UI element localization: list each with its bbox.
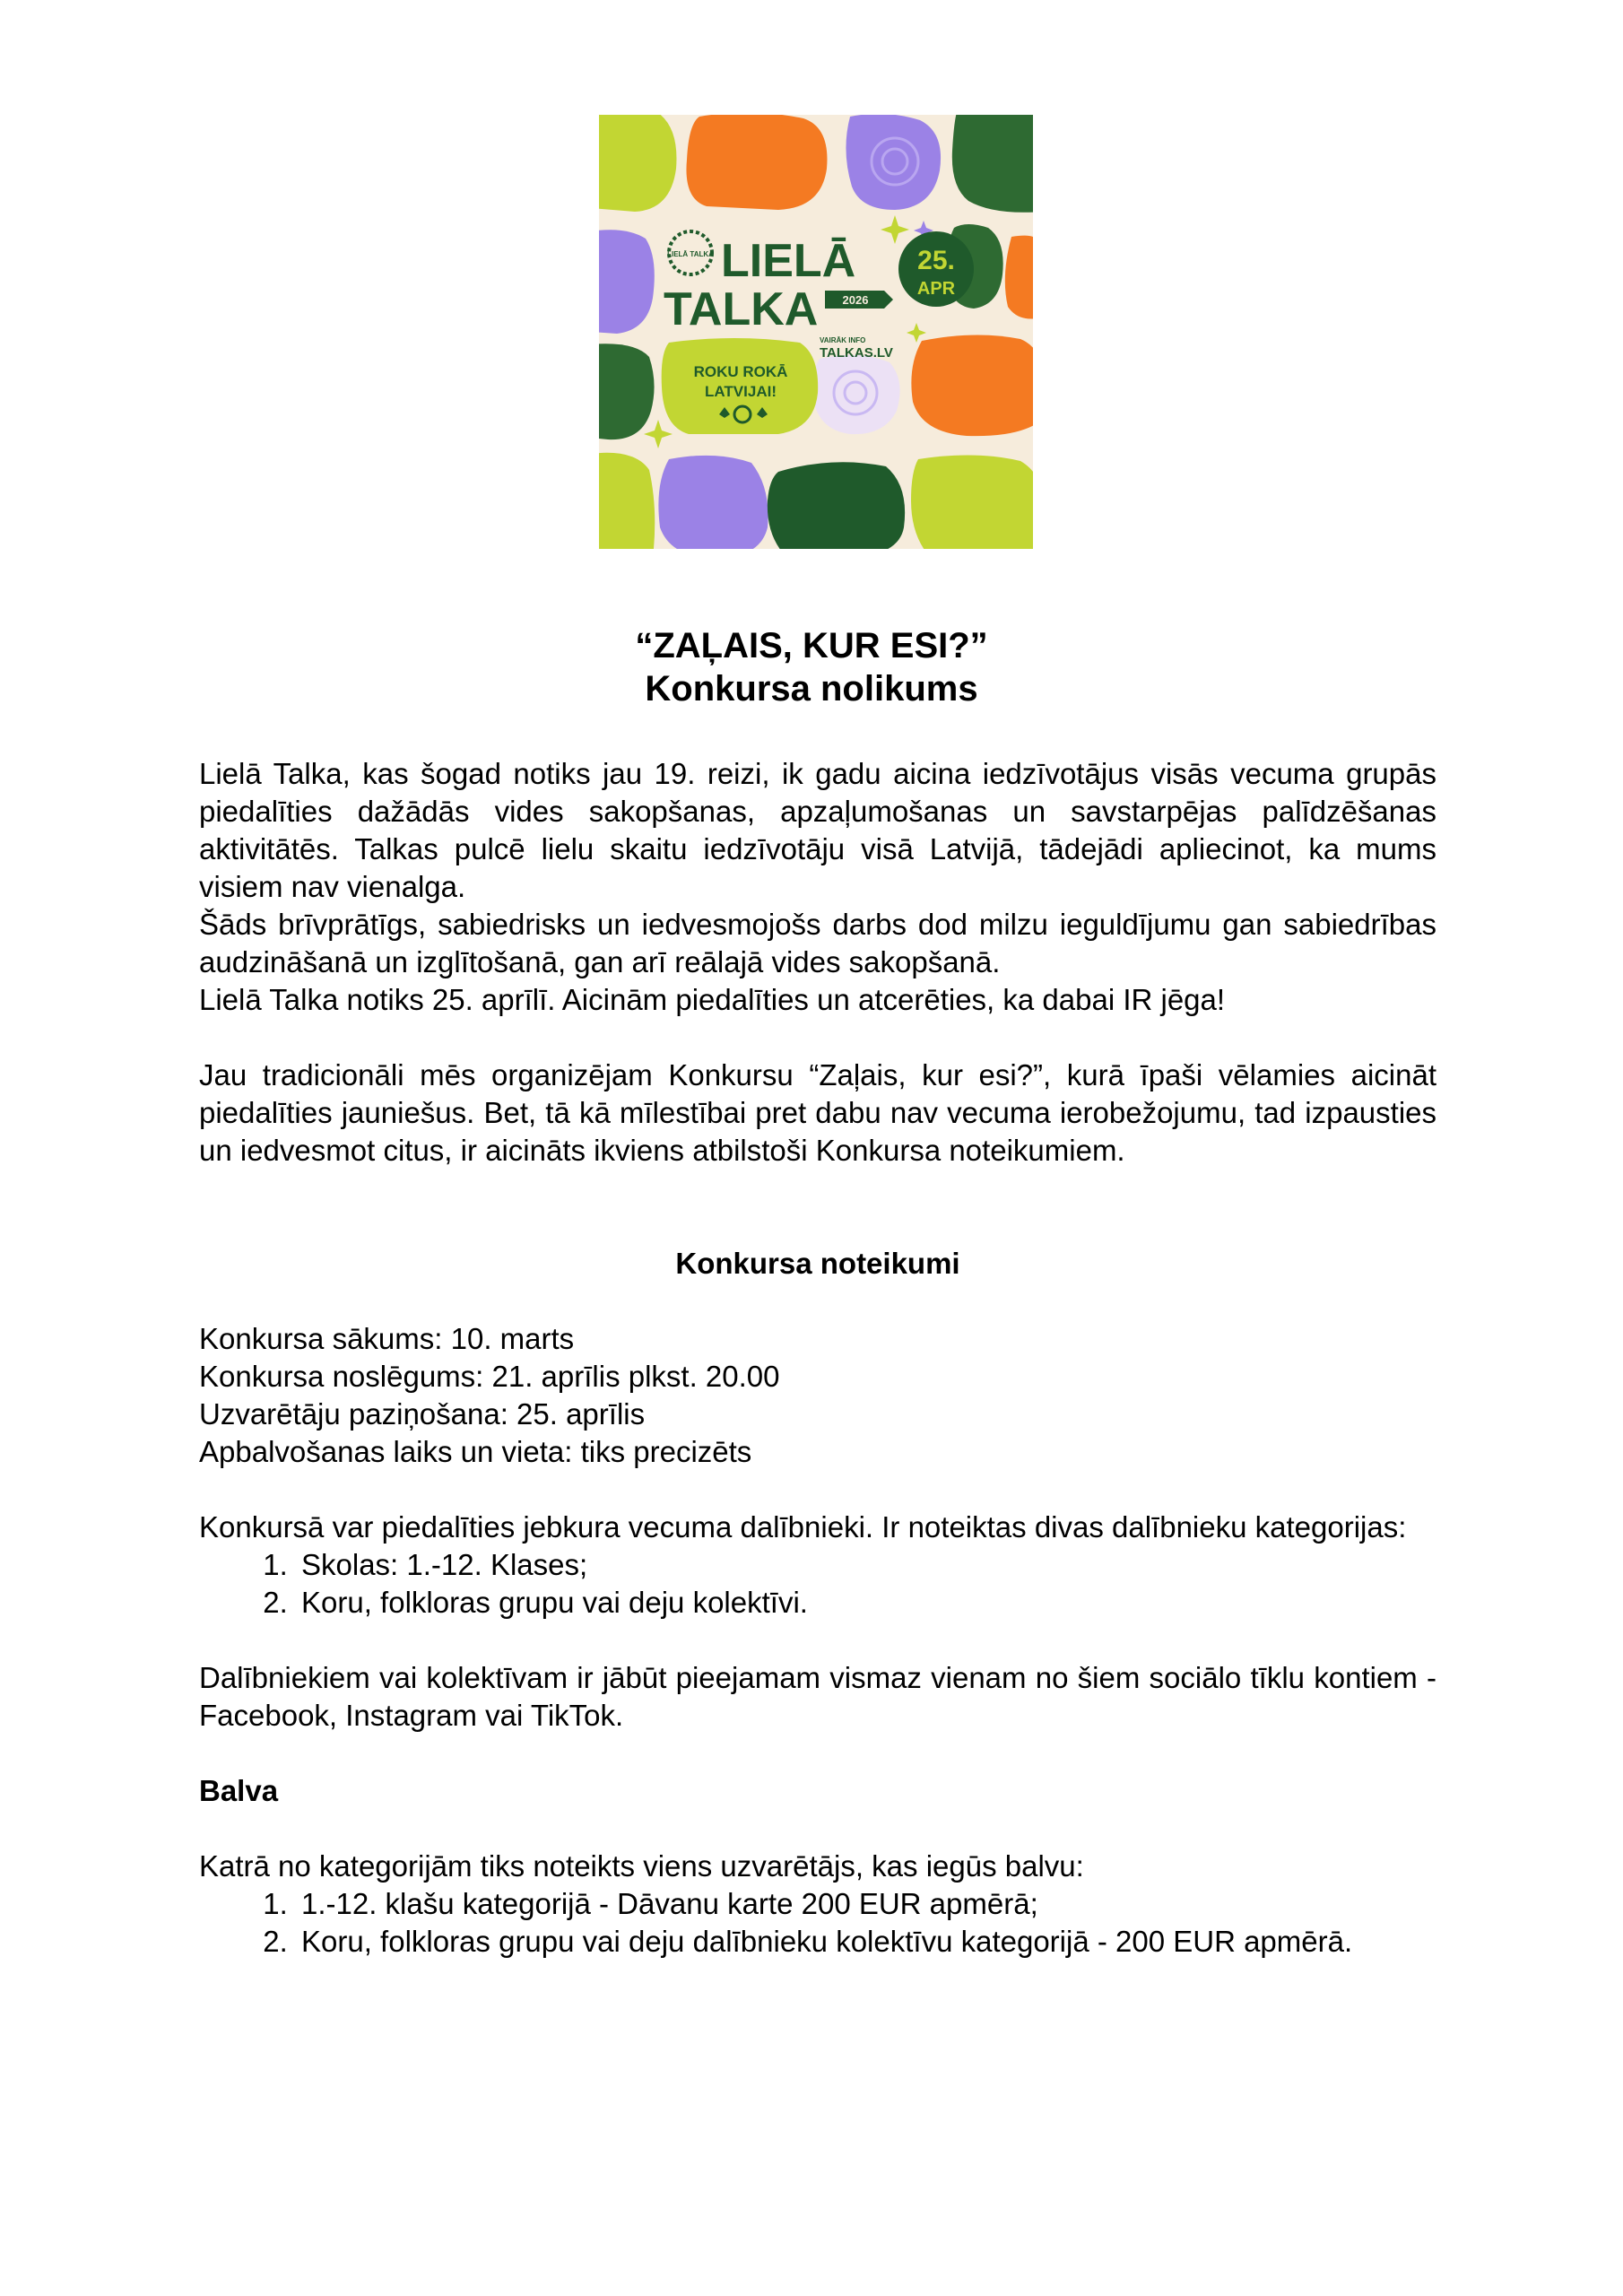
poster-slogan-line2: LATVIJAI! <box>705 383 777 400</box>
categories-list <box>199 1546 1436 1622</box>
intro-paragraph-1: Lielā Talka, kas šogad notiks jau 19. reizi, ik gadu aicina iedzīvotājus visās vecuma grupās piedalīties dažādās vides sakopšanas, apzaļumošanas un savstarpējas palīdzēšanas aktivitātēs. Talkas pulcē lielu skaitu iedzīvotāju visā Latvijā, tādejādi apliecinot, ka mums visiem nav vienalga. <box>199 757 1436 903</box>
poster-date-day: 25. <box>917 246 955 275</box>
poster-slogan-line1: ROKU ROKĀ <box>693 363 788 380</box>
rules-date-end: Konkursa noslēgums: 21. aprīlis plkst. 20.00 <box>199 1360 780 1393</box>
rules-date-award: Apbalvošanas laiks un vieta: tiks precizēts <box>199 1435 752 1468</box>
rules-heading: Konkursa noteikumi <box>675 1247 960 1280</box>
poster-badge-text: LIELĀ TALKA <box>667 250 714 258</box>
poster-title-line1: LIELĀ <box>721 235 856 287</box>
document-subtitle: Konkursa nolikums <box>645 669 978 709</box>
prize-list <box>199 1885 1436 1961</box>
poster-website: TALKAS.LV <box>820 345 893 361</box>
document-body <box>199 755 1436 1961</box>
intro-paragraph-2: Šāds brīvprātīgs, sabiedrisks un iedvesmojošs darbs dod milzu ieguldījumu gan sabiedrības audzināšanā un izglītošanā, gan arī reālajā vides sakopšanā. <box>199 908 1436 978</box>
document-title: “ZAĻAIS, KUR ESI?” <box>635 626 988 665</box>
rules-social: Dalībniekiem vai kolektīvam ir jābūt pieejamam vismaz vienam no šiem sociālo tīklu kontiem - Facebook, Instagram vai TikTok. <box>199 1661 1436 1732</box>
rules-date-start: Konkursa sākums: 10. marts <box>199 1322 575 1355</box>
prize-intro: Katrā no kategorijām tiks noteikts viens uzvarētājs, kas iegūs balvu: <box>199 1849 1084 1883</box>
poster-more-info: VAIRĀK INFO <box>820 336 866 344</box>
list-item: 1. 1.-12. klašu kategorijā - Dāvanu karte 200 EUR apmērā; <box>296 1885 1436 1923</box>
rules-date-winners: Uzvarētāju paziņošana: 25. aprīlis <box>199 1397 646 1431</box>
document-header <box>0 624 1623 710</box>
poster-title-line2: TALKA <box>664 283 819 335</box>
rules-participants: Konkursā var piedalīties jebkura vecuma dalībnieki. Ir noteiktas divas dalībnieku kategorijas: <box>199 1510 1407 1544</box>
poster-year: 2026 <box>842 293 869 307</box>
liela-talka-poster <box>599 115 1033 549</box>
intro-paragraph-4: Jau tradicionāli mēs organizējam Konkursu “Zaļais, kur esi?”, kurā īpaši vēlamies aicināt piedalīties jauniešus. Bet, tā kā mīlestībai pret dabu nav vecuma ierobežojumu, tad izpausties un iedvesmot citus, ir aicināts ikviens atbilstoši Konkursa noteikumiem. <box>199 1058 1436 1167</box>
intro-paragraph-3: Lielā Talka notiks 25. aprīlī. Aicinām piedalīties un atcerēties, ka dabai IR jēga! <box>199 983 1226 1016</box>
list-item: 1. Skolas: 1.-12. Klases; <box>296 1546 1436 1584</box>
poster-date-month: APR <box>916 279 956 299</box>
prize-heading: Balva <box>199 1774 279 1807</box>
list-item: 2. Koru, folkloras grupu vai deju kolektīvi. <box>296 1584 1436 1622</box>
list-item: 2. Koru, folkloras grupu vai deju dalībnieku kolektīvu kategorijā - 200 EUR apmērā. <box>296 1923 1436 1961</box>
